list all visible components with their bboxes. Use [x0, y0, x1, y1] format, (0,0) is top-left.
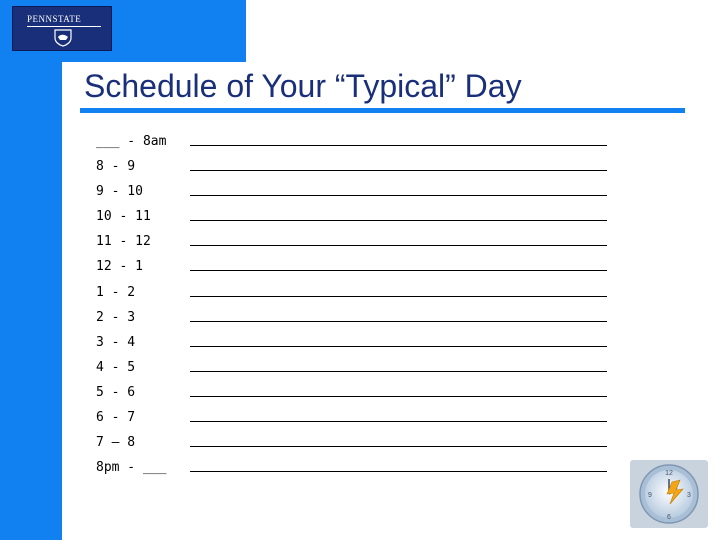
time-slot-label: 11 - 12 [96, 234, 151, 250]
schedule-row [96, 259, 616, 284]
page-title: Schedule of Your “Typical” Day [84, 68, 522, 104]
clock-icon [630, 460, 708, 528]
fill-in-line [190, 396, 607, 397]
schedule-row [96, 209, 616, 234]
fill-in-line [190, 195, 607, 196]
clock-label-3: 3 [687, 492, 691, 499]
logo-wordmark: PENNSTATE [27, 14, 82, 24]
fill-in-line [190, 346, 607, 347]
schedule-row [96, 310, 616, 335]
schedule-row [96, 184, 616, 209]
time-slot-label: 8pm - ___ [96, 460, 167, 476]
schedule-row [96, 234, 616, 259]
time-slot-label: 8 - 9 [96, 159, 136, 175]
schedule-row [96, 285, 616, 310]
fill-in-line [190, 371, 607, 372]
fill-in-line [190, 446, 607, 447]
schedule-row [96, 410, 616, 435]
time-slot-label: 6 - 7 [96, 410, 136, 426]
fill-in-line [190, 170, 607, 171]
time-slot-label: ___ - 8am [96, 134, 167, 149]
clock-label-6: 6 [667, 514, 671, 521]
clock-label-12: 12 [665, 470, 673, 477]
penn-state-logo [12, 6, 112, 51]
time-slot-label: 2 - 3 [96, 309, 136, 325]
fill-in-line [190, 220, 607, 221]
shield-icon [53, 29, 73, 47]
clock-label-9: 9 [648, 492, 652, 499]
time-slot-label: 4 - 5 [96, 359, 136, 375]
schedule-row [96, 385, 616, 410]
schedule-row [96, 435, 616, 460]
clock-image [630, 460, 708, 528]
time-slot-label: 12 - 1 [96, 259, 143, 275]
time-slot-label: 5 - 6 [96, 384, 136, 400]
title-underline [80, 108, 685, 113]
schedule-row [96, 134, 616, 159]
time-slot-label: 7 – 8 [96, 435, 136, 451]
logo-divider [27, 26, 101, 27]
fill-in-line [190, 296, 607, 297]
time-slot-label: 1 - 2 [96, 284, 136, 300]
fill-in-line [190, 245, 607, 246]
fill-in-line [190, 421, 607, 422]
time-slot-label: 3 - 4 [96, 334, 136, 350]
time-slot-label: 10 - 11 [96, 209, 151, 225]
fill-in-line [190, 321, 607, 322]
time-slot-label: 9 - 10 [96, 184, 143, 200]
fill-in-line [190, 471, 607, 472]
fill-in-line [190, 270, 607, 271]
fill-in-line [190, 145, 607, 146]
schedule-row [96, 159, 616, 184]
schedule-row [96, 460, 616, 485]
schedule-row [96, 360, 616, 385]
schedule-row [96, 335, 616, 360]
left-accent-band [0, 0, 62, 540]
schedule-list [96, 134, 616, 485]
